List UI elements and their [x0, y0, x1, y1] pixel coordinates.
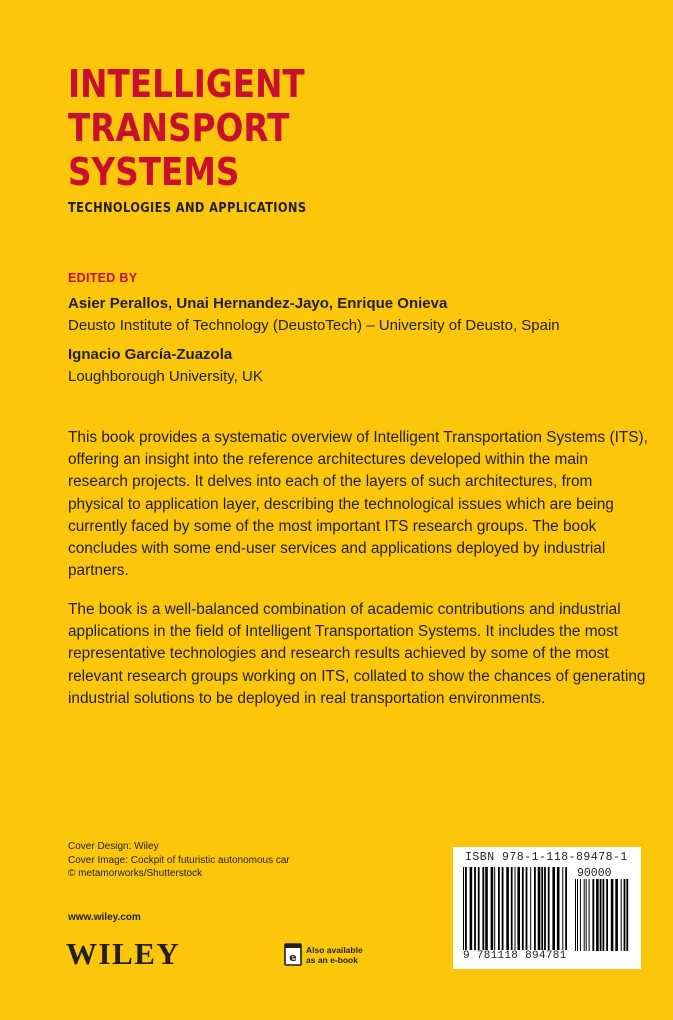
e-book-icon	[284, 943, 302, 966]
barcode-bar	[606, 879, 608, 951]
barcode-bar	[494, 867, 495, 951]
barcode-bar	[485, 867, 488, 951]
barcode-bar	[544, 867, 546, 951]
title-line-2: TRANSPORT	[68, 106, 290, 150]
editor-names-2: Ignacio García-Zuazola	[68, 346, 233, 363]
barcode-bar	[584, 879, 585, 951]
barcode-bar	[491, 867, 494, 951]
barcode-bar	[615, 879, 618, 951]
title-line-3: SYSTEMS	[68, 150, 240, 194]
isbn-label: ISBN 978-1-118-89478-1	[465, 851, 628, 864]
book-subtitle: TECHNOLOGIES AND APPLICATIONS	[68, 201, 307, 216]
barcode-bar	[557, 867, 560, 951]
edited-by-label: EDITED BY	[68, 271, 138, 285]
barcode-bar	[522, 867, 524, 951]
barcode-bar	[552, 867, 555, 951]
barcode-bar	[463, 867, 464, 951]
barcode-bar	[577, 879, 578, 951]
svg-text:e: e	[289, 951, 297, 964]
barcode-bar	[603, 879, 605, 951]
cover-image-credit: Cover Image: Cockpit of futuristic autonomous car	[68, 854, 290, 866]
book-title	[68, 62, 305, 194]
editor-affiliation-1: Deusto Institute of Technology (DeustoTech) – University of Deusto, Spain	[68, 317, 560, 334]
barcode-bar	[534, 867, 536, 951]
barcode-bar	[575, 879, 576, 951]
barcode-bar	[526, 867, 528, 951]
barcode-bar	[470, 867, 473, 951]
barcode-bar	[626, 879, 628, 951]
ebook-note-line-1: Also available	[306, 945, 363, 955]
barcode-bar	[600, 879, 602, 951]
editor-affiliation-2: Loughborough University, UK	[68, 368, 263, 385]
barcode-bar	[586, 879, 587, 951]
copyright-credit: © metamorworks/Shutterstock	[68, 868, 203, 879]
barcode-bar	[541, 867, 543, 951]
barcode-bar	[498, 867, 500, 951]
title-line-1: INTELLIGENT	[68, 62, 305, 106]
barcode-bar	[517, 867, 520, 951]
barcode-addon: 90000	[577, 867, 612, 880]
barcode-digits: 9 781118 894781	[463, 950, 567, 962]
barcode-bar	[478, 867, 480, 951]
barcode-bar	[611, 879, 614, 951]
barcode-bar	[596, 879, 599, 951]
barcode-bar	[565, 867, 567, 951]
wiley-logo: WILEY	[66, 936, 181, 971]
editor-names-1: Asier Perallos, Unai Hernandez-Jayo, Enrique Onieva	[68, 295, 448, 312]
description-paragraph-2: The book is a well-balanced combination of academic contributions and industrial applications in the field of Intelligent Transportation Systems. It includes the most representative technologies and research results achieved by some of the most relevant research groups working on ITS, collated to show the chances of generating industrial solutions to be deployed in real transportation environments.	[68, 601, 646, 707]
barcode-bar	[624, 879, 626, 951]
barcode-bar	[506, 867, 509, 951]
barcode-bar	[621, 879, 622, 951]
barcode-bar	[515, 867, 516, 951]
barcode-bar	[589, 879, 590, 951]
cover-credits	[68, 840, 290, 881]
ebook-note-line-2: as an e-book	[306, 955, 358, 965]
barcode-bar	[482, 867, 484, 951]
barcode-bar	[580, 879, 581, 951]
barcode-bar	[562, 867, 563, 951]
barcode-bar	[592, 879, 594, 951]
barcode-bar	[465, 867, 467, 951]
isbn-barcode-panel	[453, 847, 641, 969]
barcode-bar	[474, 867, 476, 951]
barcode-bar	[511, 867, 513, 951]
publisher-url: www.wiley.com	[68, 912, 141, 923]
barcode-bar	[548, 867, 550, 951]
barcode-bar	[530, 867, 531, 951]
ebook-availability-note	[306, 945, 363, 965]
cover-design-credit: Cover Design: Wiley	[68, 841, 159, 852]
description-paragraph-1: This book provides a systematic overview of Intelligent Transportation Systems (ITS), offering an insight into the reference architectures developed within the main research projects. It delves into each of the layers of such architectures, from physical to application layer, describing the technological issues which are being currently faced by some of the most important ITS research groups. The book concludes with some end-user services and applications deployed by industrial partners.	[68, 429, 648, 580]
barcode-bar	[538, 867, 541, 951]
barcode-bar	[502, 867, 504, 951]
